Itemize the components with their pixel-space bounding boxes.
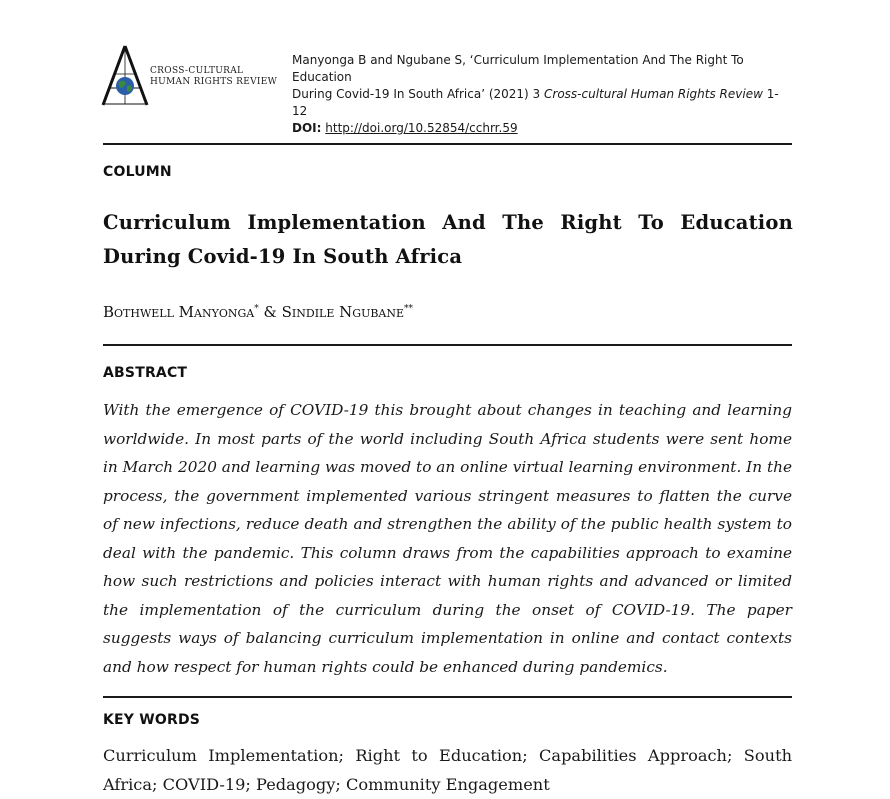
author-1: Bothwell Manyonga xyxy=(103,303,255,321)
citation-block xyxy=(292,52,792,137)
journal-logo-icon xyxy=(100,44,150,108)
doi-line xyxy=(292,120,792,137)
citation-line2 xyxy=(292,86,792,120)
divider-rule-2 xyxy=(103,344,792,346)
divider-rule-3 xyxy=(103,696,792,698)
author-separator: & xyxy=(258,303,282,321)
author-1-footnote-mark[interactable]: * xyxy=(254,304,259,314)
divider-rule-1 xyxy=(103,143,792,145)
author-2: Sindile Ngubane xyxy=(281,303,405,321)
section-label: COLUMN xyxy=(103,164,172,180)
abstract-text: With the emergence of COVID-19 this brought about changes in teaching and learning worldwide. In most parts of the world including South Africa students were sent home in March 2020 and learning was moved to an online virtual learning environment. In the process, the government implemented various stringent measures to flatten the curve of new infections, reduce death and strengthen the ability of the public health system to deal with the pandemic. This column draws from the capabilities approach to examine how such restrictions and policies interact with human rights and advanced or limited the implementation of the curriculum during the onset of COVID-19. The paper suggests ways of balancing curriculum implementation in online and contact contexts and how respect for human rights could be enhanced during pandemics. xyxy=(103,401,792,676)
abstract-heading: ABSTRACT xyxy=(103,365,188,381)
journal-name-line1: CROSS-CULTURAL xyxy=(150,66,244,76)
journal-name xyxy=(150,66,277,88)
doi-label: DOI: xyxy=(292,121,322,135)
keywords-heading: KEY WORDS xyxy=(103,712,201,728)
keywords-text: Curriculum Implementation; Right to Education; Capabilities Approach; South Africa; COVID-19; Pedagogy; Community Engagement xyxy=(103,746,792,794)
citation-journal: Cross-cultural Human Rights Review xyxy=(544,87,763,101)
citation-line2-prefix: During Covid-19 In South Africa’ (2021) 3 xyxy=(292,87,545,101)
citation-line1: Manyonga B and Ngubane S, ‘Curriculum Implementation And The Right To Education xyxy=(292,53,744,84)
authors-line xyxy=(103,303,413,321)
journal-name-line2: HUMAN RIGHTS REVIEW xyxy=(150,77,278,87)
author-2-footnote-mark[interactable]: ** xyxy=(404,304,414,314)
paper-title: Curriculum Implementation And The Right To Education During Covid-19 In South Africa xyxy=(103,211,793,268)
citation-line2-suffix: 1-12 xyxy=(292,87,779,118)
doi-link[interactable]: http://doi.org/10.52854/cchrr.59 xyxy=(325,121,518,135)
